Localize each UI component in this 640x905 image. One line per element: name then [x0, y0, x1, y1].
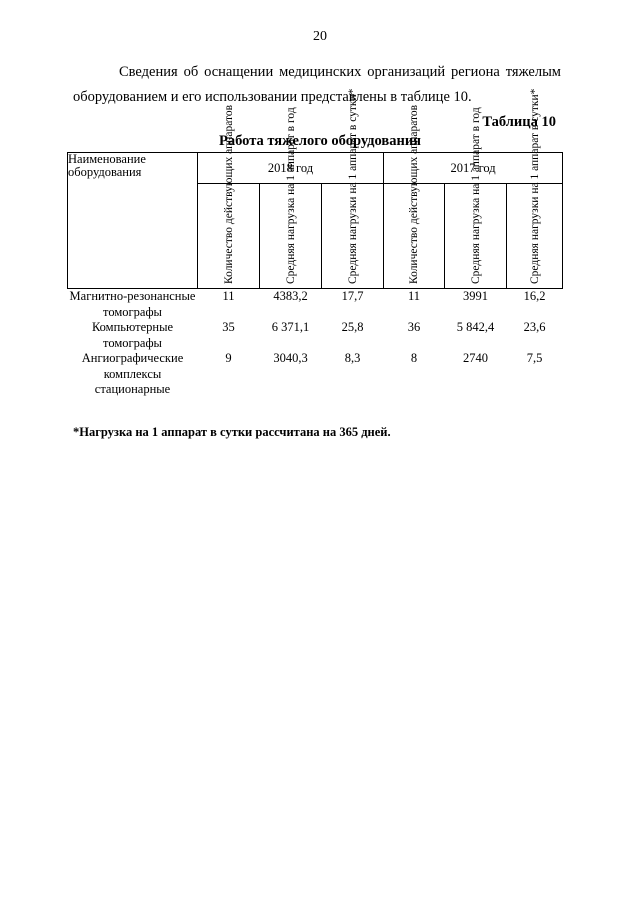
subheader-yearly-load-2017: Средняя нагрузка на 1 аппарат в год — [445, 184, 507, 289]
value-cell: 3040,3 — [273, 351, 308, 365]
value-cell: 4383,2 — [273, 289, 308, 303]
header-equipment-name: Наименование оборудования — [68, 153, 198, 289]
value-cell: 23,6 — [523, 320, 546, 334]
header-year-2017: 2017 год — [384, 153, 563, 184]
page-number: 20 — [313, 29, 327, 44]
value-cell: 17,7 — [341, 289, 364, 303]
value-cell: 9 — [225, 351, 232, 365]
value-cell: 6 371,1 — [271, 320, 310, 334]
table-label: Таблица 10 — [482, 114, 556, 130]
value-cell: 16,2 — [523, 289, 546, 303]
table-title: Работа тяжелого оборудования — [218, 133, 422, 149]
subheader-count-2018: Количество действующих аппаратов — [198, 184, 260, 289]
table-row — [68, 351, 563, 398]
footnote: *Нагрузка на 1 аппарат в сутки рассчитана на 365 дней. — [73, 425, 391, 439]
value-cell: 8 — [410, 351, 418, 365]
value-cell: 11 — [408, 289, 421, 303]
equipment-name: Магнитно-резонансные томографы — [69, 289, 196, 319]
table-row — [68, 320, 563, 351]
value-cell: 2740 — [463, 351, 489, 365]
value-cell: 3991 — [463, 289, 489, 303]
value-cell: 8,3 — [344, 351, 361, 365]
subheader-yearly-load-2018: Средняя нагрузка на 1 аппарат в год — [260, 184, 322, 289]
subheader-daily-load-2017: Средняя нагрузки на 1 аппарат в сутки* — [507, 184, 563, 289]
subheader-daily-load-2018: Средняя нагрузки на 1 аппарат в сутки* — [322, 184, 384, 289]
value-cell: 36 — [407, 320, 421, 334]
value-cell: 35 — [222, 320, 235, 334]
value-cell: 11 — [222, 289, 235, 303]
value-cell: 25,8 — [341, 320, 364, 334]
equipment-name: Компьютерные томографы — [91, 320, 174, 350]
value-cell: 7,5 — [526, 351, 543, 365]
header-year-2018: 2018 год — [198, 153, 384, 184]
intro-paragraph: Сведения об оснащении медицинских организаций региона тяжелым оборудованием и его использовании представлены в таблице 10. — [73, 64, 561, 105]
equipment-name: Ангиографические комплексы стационарные — [81, 351, 184, 396]
value-cell: 5 842,4 — [456, 320, 495, 334]
table-row — [68, 289, 563, 321]
subheader-count-2017: Количество действующих аппаратов — [384, 184, 445, 289]
